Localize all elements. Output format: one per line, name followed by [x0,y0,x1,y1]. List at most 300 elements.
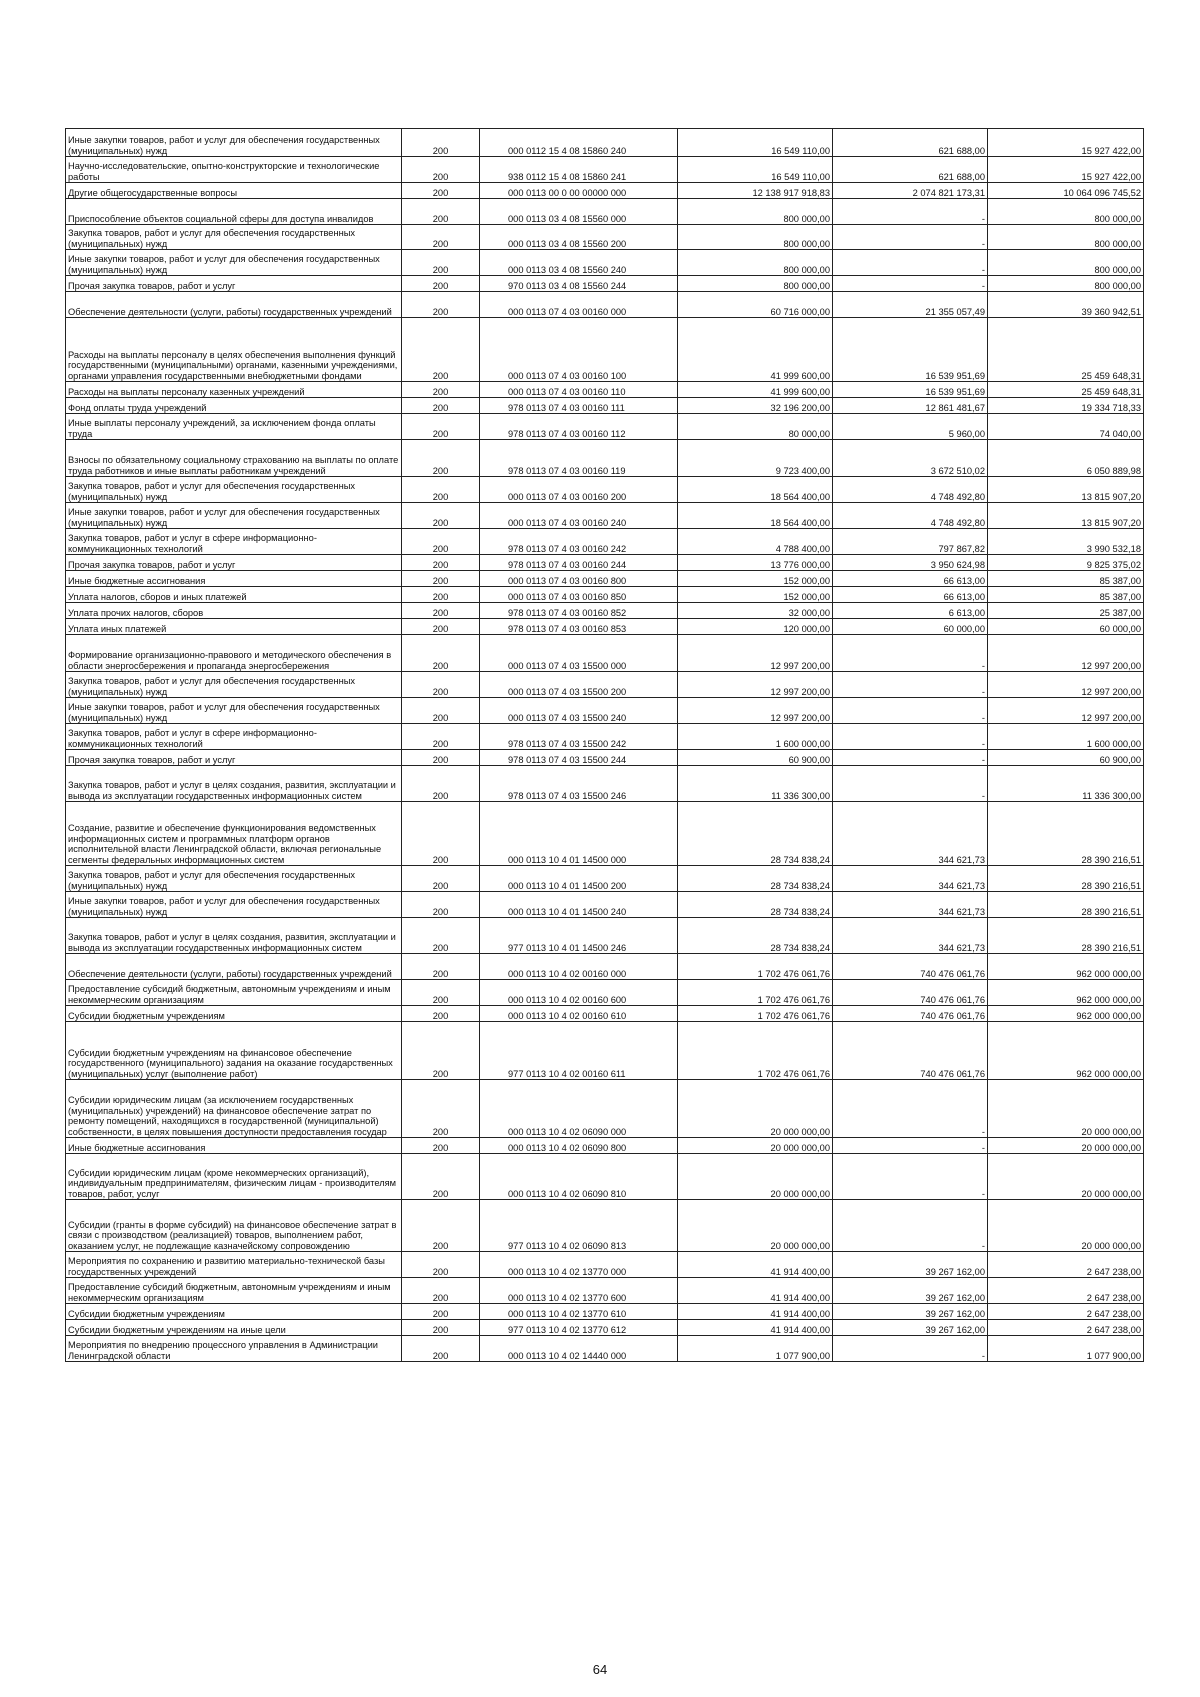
table-body [66,129,1144,1362]
row-name-cell: Предоставление субсидий бюджетным, автономным учреждениям и иным некоммерческим организациям [66,980,402,1006]
row-remaining-cell: 800 000,00 [988,225,1144,250]
row-approved-cell: 1 600 000,00 [678,724,833,750]
row-approved-cell: 28 734 838,24 [678,866,833,892]
table-row [66,1006,1144,1022]
table-row [66,199,1144,225]
row-kbk-cell: 000 0113 10 4 02 06090 810 [480,1154,678,1200]
table-row [66,1304,1144,1320]
row-name-cell: Субсидии бюджетным учреждениям на финансовое обеспечение государственного (муниципального) задания на оказание государственных (муниципальных) услуг (выполнение работ) [66,1022,402,1080]
row-approved-cell: 41 914 400,00 [678,1304,833,1320]
row-remaining-cell: 15 927 422,00 [988,157,1144,183]
row-name-cell: Субсидии бюджетным учреждениям [66,1006,402,1022]
row-approved-cell: 28 734 838,24 [678,892,833,918]
row-code-cell: 200 [402,750,480,766]
row-code-cell: 200 [402,1022,480,1080]
table-row [66,802,1144,866]
row-executed-cell: 740 476 061,76 [833,1006,988,1022]
row-executed-cell: - [833,1336,988,1362]
row-kbk-cell: 000 0113 10 4 01 14500 200 [480,866,678,892]
table-row [66,1320,1144,1336]
row-approved-cell: 20 000 000,00 [678,1200,833,1252]
row-kbk-cell: 978 0113 07 4 03 00160 242 [480,529,678,555]
row-approved-cell: 1 077 900,00 [678,1336,833,1362]
table-row [66,382,1144,398]
row-approved-cell: 20 000 000,00 [678,1138,833,1154]
row-code-cell: 200 [402,980,480,1006]
row-executed-cell: - [833,698,988,724]
row-name-cell: Уплата иных платежей [66,619,402,635]
row-remaining-cell: 9 825 375,02 [988,555,1144,571]
table-row [66,571,1144,587]
row-code-cell: 200 [402,698,480,724]
row-name-cell: Закупка товаров, работ и услуг в целях создания, развития, эксплуатации и вывода из эксплуатации государственных информационных систем [66,766,402,802]
row-remaining-cell: 39 360 942,51 [988,292,1144,318]
row-approved-cell: 800 000,00 [678,250,833,276]
row-executed-cell: - [833,199,988,225]
row-name-cell: Уплата прочих налогов, сборов [66,603,402,619]
row-code-cell: 200 [402,157,480,183]
row-remaining-cell: 10 064 096 745,52 [988,183,1144,199]
row-remaining-cell: 19 334 718,33 [988,398,1144,414]
row-approved-cell: 12 997 200,00 [678,698,833,724]
row-kbk-cell: 978 0113 07 4 03 15500 242 [480,724,678,750]
row-approved-cell: 800 000,00 [678,276,833,292]
row-approved-cell: 1 702 476 061,76 [678,954,833,980]
row-executed-cell: 621 688,00 [833,157,988,183]
row-remaining-cell: 12 997 200,00 [988,635,1144,672]
row-remaining-cell: 2 647 238,00 [988,1252,1144,1278]
row-approved-cell: 18 564 400,00 [678,503,833,529]
page-number: 64 [592,1662,608,1677]
row-executed-cell: 740 476 061,76 [833,954,988,980]
row-kbk-cell: 978 0113 07 4 03 15500 244 [480,750,678,766]
table-row [66,635,1144,672]
table-row [66,398,1144,414]
row-remaining-cell: 25 387,00 [988,603,1144,619]
row-executed-cell: 16 539 951,69 [833,382,988,398]
row-kbk-cell: 000 0113 10 4 02 00160 610 [480,1006,678,1022]
row-executed-cell: 39 267 162,00 [833,1252,988,1278]
row-approved-cell: 41 999 600,00 [678,382,833,398]
row-executed-cell: 3 672 510,02 [833,440,988,477]
row-remaining-cell: 28 390 216,51 [988,892,1144,918]
row-code-cell: 200 [402,1080,480,1138]
row-executed-cell: 39 267 162,00 [833,1304,988,1320]
row-name-cell: Закупка товаров, работ и услуг для обеспечения государственных (муниципальных) нужд [66,866,402,892]
row-executed-cell: - [833,635,988,672]
row-code-cell: 200 [402,129,480,157]
row-executed-cell: 740 476 061,76 [833,980,988,1006]
row-name-cell: Иные бюджетные ассигнования [66,1138,402,1154]
table-row [66,225,1144,250]
row-kbk-cell: 000 0113 07 4 03 00160 850 [480,587,678,603]
row-code-cell: 200 [402,1154,480,1200]
row-remaining-cell: 1 077 900,00 [988,1336,1144,1362]
row-remaining-cell: 25 459 648,31 [988,382,1144,398]
row-approved-cell: 20 000 000,00 [678,1080,833,1138]
row-code-cell: 200 [402,1320,480,1336]
row-executed-cell: 66 613,00 [833,571,988,587]
row-approved-cell: 60 900,00 [678,750,833,766]
table-row [66,414,1144,440]
row-remaining-cell: 962 000 000,00 [988,1006,1144,1022]
row-executed-cell: 4 748 492,80 [833,503,988,529]
row-remaining-cell: 962 000 000,00 [988,1022,1144,1080]
table-row [66,866,1144,892]
row-remaining-cell: 3 990 532,18 [988,529,1144,555]
row-kbk-cell: 000 0113 10 4 02 13770 610 [480,1304,678,1320]
row-name-cell: Прочая закупка товаров, работ и услуг [66,276,402,292]
row-remaining-cell: 800 000,00 [988,276,1144,292]
row-name-cell: Прочая закупка товаров, работ и услуг [66,555,402,571]
row-code-cell: 200 [402,587,480,603]
row-name-cell: Приспособление объектов социальной сферы для доступа инвалидов [66,199,402,225]
row-code-cell: 200 [402,529,480,555]
row-kbk-cell: 977 0113 10 4 02 00160 611 [480,1022,678,1080]
row-code-cell: 200 [402,440,480,477]
row-approved-cell: 1 702 476 061,76 [678,1006,833,1022]
table-row [66,440,1144,477]
row-remaining-cell: 800 000,00 [988,250,1144,276]
table-row [66,183,1144,199]
row-kbk-cell: 000 0113 03 4 08 15560 200 [480,225,678,250]
row-executed-cell: 344 621,73 [833,892,988,918]
row-name-cell: Взносы по обязательному социальному страхованию на выплаты по оплате труда работников и иные выплаты работникам учреждений [66,440,402,477]
row-code-cell: 200 [402,292,480,318]
row-name-cell: Субсидии бюджетным учреждениям на иные цели [66,1320,402,1336]
row-executed-cell: - [833,1154,988,1200]
row-kbk-cell: 000 0113 07 4 03 15500 000 [480,635,678,672]
table-row [66,1278,1144,1304]
row-code-cell: 200 [402,1304,480,1320]
row-executed-cell: 344 621,73 [833,918,988,954]
row-executed-cell: 6 613,00 [833,603,988,619]
row-code-cell: 200 [402,603,480,619]
row-name-cell: Мероприятия по сохранению и развитию материально-технической базы государственных учреждений [66,1252,402,1278]
row-approved-cell: 41 914 400,00 [678,1278,833,1304]
row-remaining-cell: 85 387,00 [988,587,1144,603]
row-kbk-cell: 978 0113 07 4 03 00160 244 [480,555,678,571]
row-code-cell: 200 [402,199,480,225]
row-kbk-cell: 000 0113 10 4 02 13770 600 [480,1278,678,1304]
row-kbk-cell: 000 0113 07 4 03 15500 200 [480,672,678,698]
row-approved-cell: 60 716 000,00 [678,292,833,318]
row-code-cell: 200 [402,250,480,276]
row-remaining-cell: 2 647 238,00 [988,1320,1144,1336]
row-approved-cell: 12 997 200,00 [678,672,833,698]
row-name-cell: Иные закупки товаров, работ и услуг для обеспечения государственных (муниципальных) нужд [66,503,402,529]
row-name-cell: Расходы на выплаты персоналу в целях обеспечения выполнения функций государственными (муниципальными) органами, казенными учреждениями, органами управления государственными внебюджетными фондами [66,318,402,382]
row-remaining-cell: 2 647 238,00 [988,1304,1144,1320]
row-kbk-cell: 000 0113 03 4 08 15560 000 [480,199,678,225]
row-code-cell: 200 [402,766,480,802]
row-name-cell: Создание, развитие и обеспечение функционирования ведомственных информационных систем и программных платформ органов исполнительной власти Ленинградской области, включая региональные сегменты федеральных информационных систем [66,802,402,866]
table-row [66,603,1144,619]
row-code-cell: 200 [402,382,480,398]
table-row [66,529,1144,555]
row-kbk-cell: 970 0113 03 4 08 15560 244 [480,276,678,292]
row-code-cell: 200 [402,918,480,954]
row-executed-cell: 12 861 481,67 [833,398,988,414]
row-remaining-cell: 20 000 000,00 [988,1154,1144,1200]
row-approved-cell: 20 000 000,00 [678,1154,833,1200]
row-remaining-cell: 28 390 216,51 [988,866,1144,892]
table-row [66,918,1144,954]
row-code-cell: 200 [402,1252,480,1278]
row-executed-cell: 740 476 061,76 [833,1022,988,1080]
row-remaining-cell: 962 000 000,00 [988,980,1144,1006]
row-name-cell: Расходы на выплаты персоналу казенных учреждений [66,382,402,398]
row-executed-cell: 5 960,00 [833,414,988,440]
row-executed-cell: - [833,750,988,766]
row-remaining-cell: 6 050 889,98 [988,440,1144,477]
row-kbk-cell: 978 0113 07 4 03 00160 852 [480,603,678,619]
row-approved-cell: 16 549 110,00 [678,129,833,157]
row-name-cell: Закупка товаров, работ и услуг для обеспечения государственных (муниципальных) нужд [66,477,402,503]
table-row [66,750,1144,766]
table-row [66,1080,1144,1138]
budget-table-container [65,128,1143,1362]
row-code-cell: 200 [402,619,480,635]
row-remaining-cell: 20 000 000,00 [988,1080,1144,1138]
budget-execution-table [65,128,1144,1362]
row-name-cell: Закупка товаров, работ и услуг в сфере информационно-коммуникационных технологий [66,724,402,750]
table-row [66,892,1144,918]
row-remaining-cell: 60 900,00 [988,750,1144,766]
row-kbk-cell: 978 0113 07 4 03 00160 112 [480,414,678,440]
row-code-cell: 200 [402,892,480,918]
table-row [66,276,1144,292]
row-code-cell: 200 [402,225,480,250]
table-row [66,672,1144,698]
table-row [66,1022,1144,1080]
row-kbk-cell: 000 0113 00 0 00 00000 000 [480,183,678,199]
row-remaining-cell: 20 000 000,00 [988,1138,1144,1154]
row-name-cell: Иные выплаты персоналу учреждений, за исключением фонда оплаты труда [66,414,402,440]
row-approved-cell: 152 000,00 [678,587,833,603]
row-kbk-cell: 000 0113 07 4 03 00160 800 [480,571,678,587]
row-approved-cell: 12 138 917 918,83 [678,183,833,199]
row-approved-cell: 1 702 476 061,76 [678,980,833,1006]
row-code-cell: 200 [402,276,480,292]
row-code-cell: 200 [402,1336,480,1362]
table-row [66,157,1144,183]
row-executed-cell: - [833,276,988,292]
row-kbk-cell: 000 0113 10 4 02 06090 800 [480,1138,678,1154]
row-approved-cell: 800 000,00 [678,199,833,225]
row-name-cell: Иные закупки товаров, работ и услуг для обеспечения государственных (муниципальных) нужд [66,129,402,157]
row-executed-cell: 39 267 162,00 [833,1320,988,1336]
row-executed-cell: - [833,672,988,698]
row-code-cell: 200 [402,1138,480,1154]
row-approved-cell: 41 914 400,00 [678,1252,833,1278]
row-remaining-cell: 2 647 238,00 [988,1278,1144,1304]
row-code-cell: 200 [402,672,480,698]
row-code-cell: 200 [402,954,480,980]
row-executed-cell: 3 950 624,98 [833,555,988,571]
row-approved-cell: 32 000,00 [678,603,833,619]
row-name-cell: Закупка товаров, работ и услуг в сфере информационно-коммуникационных технологий [66,529,402,555]
row-approved-cell: 11 336 300,00 [678,766,833,802]
row-executed-cell: - [833,1138,988,1154]
table-row [66,724,1144,750]
row-kbk-cell: 000 0113 07 4 03 00160 200 [480,477,678,503]
row-approved-cell: 9 723 400,00 [678,440,833,477]
row-code-cell: 200 [402,571,480,587]
row-name-cell: Прочая закупка товаров, работ и услуг [66,750,402,766]
row-kbk-cell: 977 0113 10 4 01 14500 246 [480,918,678,954]
table-row [66,1252,1144,1278]
row-executed-cell: 21 355 057,49 [833,292,988,318]
row-name-cell: Иные закупки товаров, работ и услуг для обеспечения государственных (муниципальных) нужд [66,250,402,276]
row-approved-cell: 80 000,00 [678,414,833,440]
row-code-cell: 200 [402,1006,480,1022]
row-name-cell: Иные бюджетные ассигнования [66,571,402,587]
row-kbk-cell: 000 0113 07 4 03 00160 240 [480,503,678,529]
table-row [66,503,1144,529]
row-kbk-cell: 000 0113 10 4 01 14500 000 [480,802,678,866]
row-code-cell: 200 [402,183,480,199]
row-code-cell: 200 [402,414,480,440]
row-remaining-cell: 11 336 300,00 [988,766,1144,802]
row-code-cell: 200 [402,866,480,892]
row-remaining-cell: 13 815 907,20 [988,503,1144,529]
row-approved-cell: 120 000,00 [678,619,833,635]
table-row [66,250,1144,276]
row-approved-cell: 13 776 000,00 [678,555,833,571]
row-remaining-cell: 800 000,00 [988,199,1144,225]
row-remaining-cell: 28 390 216,51 [988,918,1144,954]
row-approved-cell: 1 702 476 061,76 [678,1022,833,1080]
row-remaining-cell: 12 997 200,00 [988,672,1144,698]
table-row [66,292,1144,318]
row-kbk-cell: 000 0113 10 4 02 13770 000 [480,1252,678,1278]
row-name-cell: Обеспечение деятельности (услуги, работы) государственных учреждений [66,292,402,318]
row-kbk-cell: 978 0113 07 4 03 15500 246 [480,766,678,802]
row-executed-cell: - [833,1080,988,1138]
row-remaining-cell: 12 997 200,00 [988,698,1144,724]
row-name-cell: Обеспечение деятельности (услуги, работы) государственных учреждений [66,954,402,980]
row-executed-cell: 344 621,73 [833,866,988,892]
table-row [66,129,1144,157]
row-kbk-cell: 000 0113 10 4 01 14500 240 [480,892,678,918]
row-remaining-cell: 13 815 907,20 [988,477,1144,503]
row-executed-cell: 39 267 162,00 [833,1278,988,1304]
row-approved-cell: 28 734 838,24 [678,918,833,954]
row-remaining-cell: 25 459 648,31 [988,318,1144,382]
table-row [66,555,1144,571]
row-name-cell: Предоставление субсидий бюджетным, автономным учреждениям и иным некоммерческим организациям [66,1278,402,1304]
row-approved-cell: 18 564 400,00 [678,477,833,503]
row-executed-cell: 344 621,73 [833,802,988,866]
table-row [66,980,1144,1006]
table-row [66,318,1144,382]
row-kbk-cell: 000 0113 07 4 03 00160 110 [480,382,678,398]
row-name-cell: Научно-исследовательские, опытно-конструкторские и технологические работы [66,157,402,183]
table-row [66,619,1144,635]
row-name-cell: Иные закупки товаров, работ и услуг для обеспечения государственных (муниципальных) нужд [66,698,402,724]
row-kbk-cell: 978 0113 07 4 03 00160 119 [480,440,678,477]
row-kbk-cell: 000 0113 10 4 02 14440 000 [480,1336,678,1362]
row-kbk-cell: 000 0112 15 4 08 15860 240 [480,129,678,157]
row-name-cell: Закупка товаров, работ и услуг для обеспечения государственных (муниципальных) нужд [66,225,402,250]
row-name-cell: Мероприятия по внедрению процессного управления в Администрации Ленинградской области [66,1336,402,1362]
row-code-cell: 200 [402,398,480,414]
row-name-cell: Другие общегосударственные вопросы [66,183,402,199]
row-name-cell: Субсидии юридическим лицам (за исключением государственных (муниципальных) учреждений) на финансовое обеспечение затрат по ремонту помещений, находящихся в государственной (муниципальной) собственности, в целях повышения доступности предоставления государ [66,1080,402,1138]
row-name-cell: Уплата налогов, сборов и иных платежей [66,587,402,603]
row-executed-cell: - [833,766,988,802]
row-approved-cell: 800 000,00 [678,225,833,250]
row-remaining-cell: 15 927 422,00 [988,129,1144,157]
row-executed-cell: 66 613,00 [833,587,988,603]
row-name-cell: Субсидии бюджетным учреждениям [66,1304,402,1320]
row-executed-cell: - [833,1200,988,1252]
row-executed-cell: 621 688,00 [833,129,988,157]
row-approved-cell: 152 000,00 [678,571,833,587]
table-row [66,698,1144,724]
row-executed-cell: 797 867,82 [833,529,988,555]
row-code-cell: 200 [402,503,480,529]
row-code-cell: 200 [402,1278,480,1304]
row-kbk-cell: 000 0113 07 4 03 00160 000 [480,292,678,318]
row-kbk-cell: 978 0113 07 4 03 00160 111 [480,398,678,414]
table-row [66,587,1144,603]
row-kbk-cell: 000 0113 07 4 03 15500 240 [480,698,678,724]
table-row [66,1154,1144,1200]
row-approved-cell: 12 997 200,00 [678,635,833,672]
row-kbk-cell: 000 0113 07 4 03 00160 100 [480,318,678,382]
row-code-cell: 200 [402,802,480,866]
row-code-cell: 200 [402,477,480,503]
row-kbk-cell: 000 0113 10 4 02 06090 000 [480,1080,678,1138]
row-approved-cell: 41 999 600,00 [678,318,833,382]
row-kbk-cell: 977 0113 10 4 02 13770 612 [480,1320,678,1336]
table-row [66,1336,1144,1362]
row-name-cell: Иные закупки товаров, работ и услуг для обеспечения государственных (муниципальных) нужд [66,892,402,918]
row-remaining-cell: 20 000 000,00 [988,1200,1144,1252]
row-kbk-cell: 938 0112 15 4 08 15860 241 [480,157,678,183]
row-remaining-cell: 74 040,00 [988,414,1144,440]
row-executed-cell: 4 748 492,80 [833,477,988,503]
row-name-cell: Субсидии (гранты в форме субсидий) на финансовое обеспечение затрат в связи с производством (реализацией) товаров, выполнением работ, оказанием услуг, не подлежащие казначейскому сопровождению [66,1200,402,1252]
row-approved-cell: 16 549 110,00 [678,157,833,183]
table-row [66,477,1144,503]
row-code-cell: 200 [402,635,480,672]
row-approved-cell: 28 734 838,24 [678,802,833,866]
row-approved-cell: 41 914 400,00 [678,1320,833,1336]
row-name-cell: Закупка товаров, работ и услуг в целях создания, развития, эксплуатации и вывода из эксплуатации государственных информационных систем [66,918,402,954]
row-approved-cell: 32 196 200,00 [678,398,833,414]
table-row [66,766,1144,802]
row-kbk-cell: 000 0113 03 4 08 15560 240 [480,250,678,276]
row-code-cell: 200 [402,555,480,571]
table-row [66,1138,1144,1154]
row-approved-cell: 4 788 400,00 [678,529,833,555]
row-executed-cell: 2 074 821 173,31 [833,183,988,199]
row-name-cell: Субсидии юридическим лицам (кроме некоммерческих организаций), индивидуальным предпринимателям, физическим лицам - производителям товаров, работ, услуг [66,1154,402,1200]
row-code-cell: 200 [402,724,480,750]
row-remaining-cell: 60 000,00 [988,619,1144,635]
row-remaining-cell: 28 390 216,51 [988,802,1144,866]
table-row [66,954,1144,980]
row-remaining-cell: 85 387,00 [988,571,1144,587]
row-executed-cell: 16 539 951,69 [833,318,988,382]
table-row [66,1200,1144,1252]
row-remaining-cell: 962 000 000,00 [988,954,1144,980]
row-code-cell: 200 [402,318,480,382]
row-name-cell: Закупка товаров, работ и услуг для обеспечения государственных (муниципальных) нужд [66,672,402,698]
